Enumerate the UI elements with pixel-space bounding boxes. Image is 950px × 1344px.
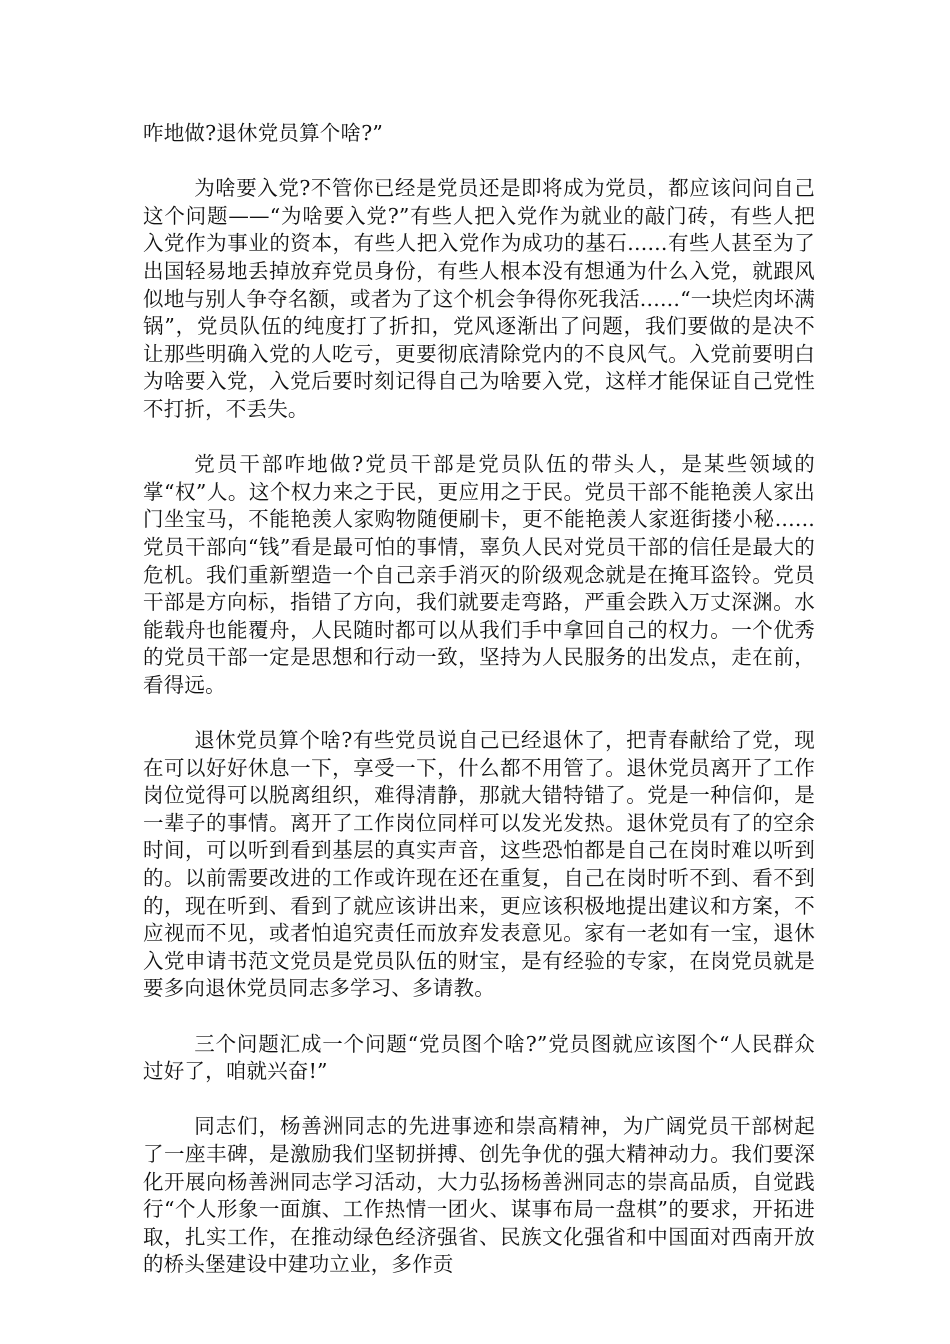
paragraph-continuation: 咋地做?退休党员算个啥?” xyxy=(143,121,384,145)
paragraph-comrades: 同志们，杨善洲同志的先进事迹和崇高精神，为广阔党员干部树起了一座丰碑，是激励我们坚韧拼搏、创先争优的强大精神动力。我们要深化开展向杨善洲同志学习活动，大力弘扬杨善洲同志的崇高品质，自觉践行“个人形象一面旗、工作热情一团火、谋事布局一盘棋”的要求，开拓进取，扎实工作，在推动绿色经济强省、民族文化强省和中国面对西南开放的桥头堡建设中建功立业，多作贡 xyxy=(143,1114,815,1277)
paragraph-retired-members: 退休党员算个啥?有些党员说自己已经退休了，把青春献给了党，现在可以好好休息一下，享受一下，什么都不用管了。退休党员离开了工作岗位觉得可以脱离组织，难得清静，那就大错特错了。党是一种信仰，是一辈子的事情。离开了工作岗位同样可以发光发热。退休党员有了的空余时间，可以听到看到基层的真实声音，这些恐怕都是自己在岗时难以听到的。以前需要改进的工作或许现在还在重复，自己在岗时听不到、看不到的，现在听到、看到了就应该讲出来，更应该积极地提出建议和方案，不应视而不见，或者怕追究责任而放弃发表意见。家有一老如有一宝，退休入党申请书范文党员是党员队伍的财宝，是有经验的专家，在岗党员就是要多向退休党员同志多学习、多请教。 xyxy=(143,728,815,1001)
paragraph-cadre-conduct: 党员干部咋地做?党员干部是党员队伍的带头人，是某些领域的掌“权”人。这个权力来之于民，更应用之于民。党员干部不能艳羡人家出门坐宝马，不能艳羡人家购物随便刷卡，更不能艳羡人家逛街搂小秘......党员干部向“钱”看是最可怕的事情，辜负人民对党员干部的信任是最大的危机。我们重新塑造一个自己亲手消灭的阶级观念就是在掩耳盗铃。党员干部是方向标，指错了方向，我们就要走弯路，严重会跌入万丈深渊。水能载舟也能覆舟，人民随时都可以从我们手中拿回自己的权力。一个优秀的党员干部一定是思想和行动一致，坚持为人民服务的出发点，走在前，看得远。 xyxy=(143,452,815,697)
document-page xyxy=(143,120,815,1307)
paragraph-three-questions: 三个问题汇成一个问题“党员图个啥?”党员图就应该图个“人民群众过好了，咱就兴奋!” xyxy=(143,1031,815,1084)
paragraph-why-join-party: 为啥要入党?不管你已经是党员还是即将成为党员，都应该问问自己这个问题——“为啥要入党?”有些人把入党作为就业的敲门砖，有些人把入党作为事业的资本，有些人把入党作为成功的基石......有些人甚至为了出国轻易地丢掉放弃党员身份，有些人根本没有想通为什么入党，就跟风似地与别人争夺名额，或者为了这个机会争得你死我活......“一块烂肉坏满锅”，党员队伍的纯度打了折扣，党风逐渐出了问题，我们要做的是决不让那些明确入党的人吃亏，更要彻底清除党内的不良风气。入党前要明白为啥要入党，入党后要时刻记得自己为啥要入党，这样才能保证自己党性不打折，不丢失。 xyxy=(143,176,815,421)
